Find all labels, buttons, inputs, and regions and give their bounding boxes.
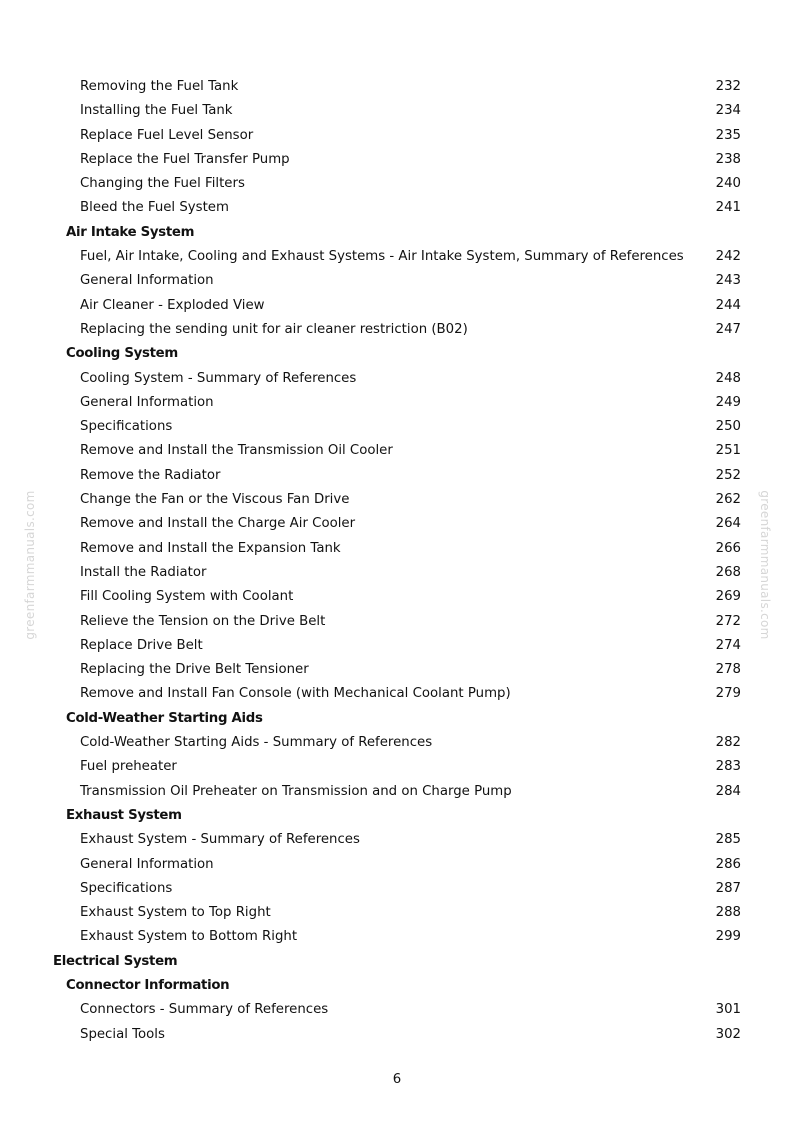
toc-entry-page-number: 234: [715, 103, 741, 119]
toc-entry-title: Cooling System: [66, 346, 178, 362]
toc-entry[interactable]: [0, 269, 794, 293]
toc-entry-title: Relieve the Tension on the Drive Belt: [80, 613, 326, 629]
toc-entry-page-number: 299: [715, 929, 741, 945]
toc-entry-title: Installing the Fuel Tank: [80, 103, 233, 119]
toc-entry-page-number: 235: [715, 127, 741, 143]
toc-entry-title: Transmission Oil Preheater on Transmission and on Charge Pump: [80, 783, 512, 799]
toc-entry-title: Exhaust System to Bottom Right: [80, 929, 298, 945]
toc-entry-page-number: 248: [715, 370, 741, 386]
toc-entry-page-number: 241: [715, 200, 741, 216]
toc-entry-title: Connector Information: [66, 977, 230, 993]
toc-entry-page-number: 278: [715, 662, 741, 678]
toc-entry[interactable]: [0, 537, 794, 561]
toc-entry-page-number: 268: [715, 564, 741, 580]
toc-entry[interactable]: [0, 294, 794, 318]
toc-entry-title: Exhaust System to Top Right: [80, 905, 271, 921]
toc-entry[interactable]: [0, 391, 794, 415]
page-number: 6: [392, 1072, 402, 1087]
toc-entry[interactable]: [0, 367, 794, 391]
toc-entry-title: Remove and Install the Expansion Tank: [80, 540, 341, 556]
toc-entry-title: Exhaust System: [66, 807, 182, 823]
toc-entry-page-number: 252: [715, 467, 741, 483]
toc-entry-title: Exhaust System - Summary of References: [80, 832, 360, 848]
toc-entry-page-number: 285: [715, 832, 741, 848]
toc-entry[interactable]: [0, 634, 794, 658]
toc-entry-page-number: 243: [715, 273, 741, 289]
toc-entry-page-number: 287: [715, 880, 741, 896]
toc-entry-page-number: 238: [715, 151, 741, 167]
toc-section-heading[interactable]: [0, 221, 794, 245]
toc-entry-title: Change the Fan or the Viscous Fan Drive: [80, 492, 350, 508]
toc-entry-title: Replacing the sending unit for air cleaner restriction (B02): [80, 321, 468, 337]
toc-entry-page-number: 242: [715, 249, 741, 265]
toc-entry-page-number: 283: [715, 759, 741, 775]
toc-entry-title: Remove and Install Fan Console (with Mechanical Coolant Pump): [80, 686, 511, 702]
toc-entry[interactable]: [0, 196, 794, 220]
toc-entry-title: General Information: [80, 856, 214, 872]
toc-entry-title: Fill Cooling System with Coolant: [80, 589, 294, 605]
toc-entry[interactable]: [0, 99, 794, 123]
toc-entry-title: Cooling System - Summary of References: [80, 370, 357, 386]
toc-section-heading[interactable]: [0, 974, 794, 998]
toc-entry[interactable]: [0, 682, 794, 706]
toc-entry-page-number: 232: [715, 79, 741, 94]
toc-entry-title: Replace Drive Belt: [80, 637, 203, 653]
toc-entry-title: Electrical System: [53, 953, 178, 969]
toc-entry-page-number: 264: [715, 516, 741, 532]
toc-entry-title: Air Intake System: [66, 224, 195, 240]
toc-section-heading[interactable]: [0, 342, 794, 366]
toc-entry[interactable]: [0, 853, 794, 877]
toc-entry-title: Replace the Fuel Transfer Pump: [80, 151, 290, 167]
toc-entry-title: Bleed the Fuel System: [80, 200, 229, 216]
toc-entry-page-number: 272: [715, 613, 741, 629]
toc-entry-title: Specifications: [80, 419, 173, 435]
toc-entry-title: General Information: [80, 273, 214, 289]
toc-entry[interactable]: [0, 828, 794, 852]
toc-entry-title: Changing the Fuel Filters: [80, 176, 245, 192]
toc-entry-page-number: 247: [715, 321, 741, 337]
toc-entry-page-number: 279: [715, 686, 741, 702]
toc-entry[interactable]: [0, 172, 794, 196]
toc-entry-title: Special Tools: [80, 1026, 165, 1042]
toc-entry-page-number: 240: [715, 176, 741, 192]
table-of-contents: [0, 75, 794, 1047]
toc-entry[interactable]: [0, 901, 794, 925]
toc-entry-title: Remove and Install the Transmission Oil Cooler: [80, 443, 393, 459]
toc-entry-page-number: 288: [715, 905, 741, 921]
toc-entry[interactable]: [0, 245, 794, 269]
toc-entry-title: Removing the Fuel Tank: [80, 79, 239, 94]
toc-entry-page-number: 286: [715, 856, 741, 872]
toc-entry[interactable]: [0, 658, 794, 682]
toc-entry[interactable]: [0, 148, 794, 172]
toc-entry[interactable]: [0, 610, 794, 634]
toc-entry-page-number: 282: [715, 735, 741, 751]
toc-entry-title: Connectors - Summary of References: [80, 1002, 329, 1018]
toc-entry-page-number: 301: [715, 1002, 741, 1018]
toc-entry-title: Remove and Install the Charge Air Cooler: [80, 516, 356, 532]
toc-entry-page-number: 251: [715, 443, 741, 459]
toc-section-heading[interactable]: [0, 950, 794, 974]
toc-entry-page-number: 284: [715, 783, 741, 799]
toc-entry-page-number: 269: [715, 589, 741, 605]
toc-entry[interactable]: [0, 488, 794, 512]
toc-entry[interactable]: [0, 731, 794, 755]
watermark-left: greenfarmmanuals.com: [23, 490, 37, 640]
toc-entry[interactable]: [0, 561, 794, 585]
toc-entry-title: Fuel preheater: [80, 759, 177, 775]
toc-entry-title: Fuel, Air Intake, Cooling and Exhaust Systems - Air Intake System, Summary of References: [80, 249, 684, 265]
toc-entry-title: Replace Fuel Level Sensor: [80, 127, 254, 143]
toc-entry-title: Install the Radiator: [80, 564, 207, 580]
toc-section-heading[interactable]: [0, 707, 794, 731]
toc-section-heading[interactable]: [0, 804, 794, 828]
toc-entry-title: Remove the Radiator: [80, 467, 221, 483]
toc-entry[interactable]: [0, 318, 794, 342]
toc-entry[interactable]: [0, 755, 794, 779]
toc-entry-title: Specifications: [80, 880, 173, 896]
toc-entry[interactable]: [0, 439, 794, 463]
toc-entry[interactable]: [0, 124, 794, 148]
toc-entry-page-number: 274: [715, 637, 741, 653]
toc-entry-page-number: 250: [715, 419, 741, 435]
toc-entry-title: Cold-Weather Starting Aids: [66, 710, 263, 726]
toc-entry-title: Cold-Weather Starting Aids - Summary of References: [80, 735, 433, 751]
toc-entry[interactable]: [0, 75, 794, 99]
toc-entry[interactable]: [0, 877, 794, 901]
toc-entry-title: Replacing the Drive Belt Tensioner: [80, 662, 309, 678]
toc-entry-page-number: 249: [715, 394, 741, 410]
toc-entry[interactable]: [0, 464, 794, 488]
watermark-right: greenfarmmanuals.com: [758, 490, 772, 640]
toc-entry-page-number: 266: [715, 540, 741, 556]
toc-entry[interactable]: [0, 1023, 794, 1047]
toc-entry-title: Air Cleaner - Exploded View: [80, 297, 265, 313]
toc-entry-page-number: 302: [715, 1026, 741, 1042]
toc-entry[interactable]: [0, 780, 794, 804]
toc-entry[interactable]: [0, 415, 794, 439]
toc-entry-title: General Information: [80, 394, 214, 410]
toc-entry[interactable]: [0, 512, 794, 536]
toc-entry[interactable]: [0, 585, 794, 609]
toc-entry-page-number: 244: [715, 297, 741, 313]
toc-entry[interactable]: [0, 998, 794, 1022]
toc-entry-page-number: 262: [715, 492, 741, 508]
toc-entry[interactable]: [0, 925, 794, 949]
